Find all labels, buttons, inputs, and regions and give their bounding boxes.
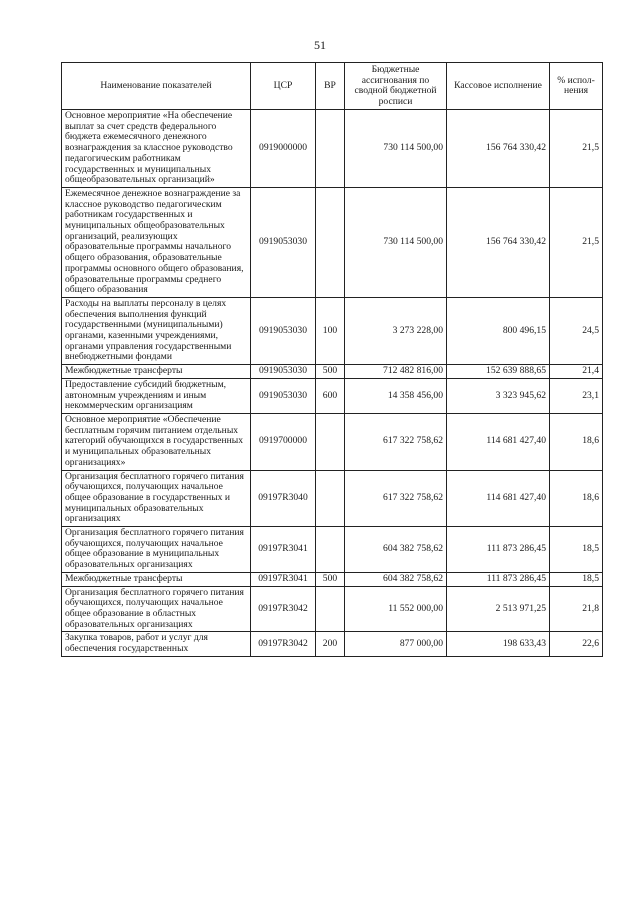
row-assignments: 3 273 228,00 bbox=[345, 297, 447, 364]
row-csr: 0919053030 bbox=[251, 187, 316, 297]
page-number: 51 bbox=[314, 38, 326, 52]
row-csr: 09197R3041 bbox=[251, 572, 316, 586]
row-cash: 156 764 330,42 bbox=[447, 187, 550, 297]
table-row bbox=[62, 413, 603, 470]
row-name: Организация бесплатного горячего питания обучающихся, получающих начальное общее образование в государственных и муниципальных образовательных организациях bbox=[62, 470, 251, 527]
row-percent: 18,5 bbox=[550, 572, 603, 586]
budget-execution-table bbox=[61, 62, 603, 657]
row-vr: 100 bbox=[316, 297, 345, 364]
row-assignments: 604 382 758,62 bbox=[345, 572, 447, 586]
row-name: Межбюджетные трансферты bbox=[62, 572, 251, 586]
table-row bbox=[62, 110, 603, 188]
row-percent: 18,5 bbox=[550, 527, 603, 573]
row-csr: 0919700000 bbox=[251, 413, 316, 470]
row-name: Организация бесплатного горячего питания обучающихся, получающих начальное общее образование в муниципальных образовательных организациях bbox=[62, 527, 251, 573]
row-cash: 114 681 427,40 bbox=[447, 413, 550, 470]
row-cash: 198 633,43 bbox=[447, 632, 550, 656]
table-row bbox=[62, 572, 603, 586]
row-cash: 800 496,15 bbox=[447, 297, 550, 364]
row-vr: 500 bbox=[316, 572, 345, 586]
row-assignments: 730 114 500,00 bbox=[345, 110, 447, 188]
row-name: Организация бесплатного горячего питания обучающихся, получающих начальное общее образование в областных образовательных организациях bbox=[62, 586, 251, 632]
header-csr: ЦСР bbox=[251, 63, 316, 110]
row-percent: 21,5 bbox=[550, 187, 603, 297]
row-assignments: 11 552 000,00 bbox=[345, 586, 447, 632]
row-percent: 21,4 bbox=[550, 365, 603, 379]
row-assignments: 730 114 500,00 bbox=[345, 187, 447, 297]
row-name: Основное мероприятие «Обеспечение бесплатным горячим питанием отдельных категорий обучающихся в государственных и муниципальных образовательных организациях» bbox=[62, 413, 251, 470]
header-cash: Кассовое исполнение bbox=[447, 63, 550, 110]
row-vr: 500 bbox=[316, 365, 345, 379]
header-name: Наименование показателей bbox=[62, 63, 251, 110]
row-csr: 09197R3042 bbox=[251, 632, 316, 656]
table-row bbox=[62, 470, 603, 527]
row-assignments: 617 322 758,62 bbox=[345, 413, 447, 470]
row-cash: 111 873 286,45 bbox=[447, 527, 550, 573]
row-name: Расходы на выплаты персоналу в целях обеспечения выполнения функций государственными (муниципальными) органами, казенными учреждениями, органами управления государственными внебюджетными фондами bbox=[62, 297, 251, 364]
row-vr: 600 bbox=[316, 378, 345, 413]
row-csr: 0919053030 bbox=[251, 365, 316, 379]
row-percent: 24,5 bbox=[550, 297, 603, 364]
row-assignments: 712 482 816,00 bbox=[345, 365, 447, 379]
row-vr bbox=[316, 413, 345, 470]
row-name: Ежемесячное денежное вознаграждение за классное руководство педагогическим работникам государственных и муниципальных общеобразовательных организаций, реализующих образовательные программы начального общего образования, образовательные программы основного общего образования, образовательные программы среднего общего образования bbox=[62, 187, 251, 297]
row-csr: 09197R3040 bbox=[251, 470, 316, 527]
row-csr: 0919053030 bbox=[251, 297, 316, 364]
row-cash: 114 681 427,40 bbox=[447, 470, 550, 527]
table-row bbox=[62, 378, 603, 413]
row-assignments: 617 322 758,62 bbox=[345, 470, 447, 527]
row-name: Межбюджетные трансферты bbox=[62, 365, 251, 379]
row-name: Основное мероприятие «На обеспечение выплат за счет средств федерального бюджета ежемесячного денежного вознаграждения за классное руководство педагогическим работникам государственных и муниципальных общеобразовательных организаций» bbox=[62, 110, 251, 188]
table-row bbox=[62, 187, 603, 297]
row-cash: 111 873 286,45 bbox=[447, 572, 550, 586]
row-cash: 3 323 945,62 bbox=[447, 378, 550, 413]
row-percent: 21,5 bbox=[550, 110, 603, 188]
row-vr bbox=[316, 187, 345, 297]
header-vr: ВР bbox=[316, 63, 345, 110]
row-csr: 09197R3042 bbox=[251, 586, 316, 632]
table-row bbox=[62, 527, 603, 573]
table-row bbox=[62, 365, 603, 379]
row-csr: 0919053030 bbox=[251, 378, 316, 413]
row-cash: 152 639 888,65 bbox=[447, 365, 550, 379]
table-row bbox=[62, 586, 603, 632]
row-vr bbox=[316, 110, 345, 188]
row-assignments: 14 358 456,00 bbox=[345, 378, 447, 413]
row-percent: 18,6 bbox=[550, 413, 603, 470]
table-row bbox=[62, 632, 603, 656]
row-vr bbox=[316, 586, 345, 632]
header-assignments: Бюджетные ассигнования по сводной бюджетной росписи bbox=[345, 63, 447, 110]
row-percent: 21,8 bbox=[550, 586, 603, 632]
table-header-row bbox=[62, 63, 603, 110]
row-name: Предоставление субсидий бюджетным, автономным учреждениям и иным некоммерческим организациям bbox=[62, 378, 251, 413]
row-assignments: 877 000,00 bbox=[345, 632, 447, 656]
row-assignments: 604 382 758,62 bbox=[345, 527, 447, 573]
row-vr: 200 bbox=[316, 632, 345, 656]
row-cash: 2 513 971,25 bbox=[447, 586, 550, 632]
row-vr bbox=[316, 470, 345, 527]
row-percent: 22,6 bbox=[550, 632, 603, 656]
row-cash: 156 764 330,42 bbox=[447, 110, 550, 188]
row-csr: 0919000000 bbox=[251, 110, 316, 188]
row-name: Закупка товаров, работ и услуг для обеспечения государственных bbox=[62, 632, 251, 656]
row-vr bbox=[316, 527, 345, 573]
row-percent: 23,1 bbox=[550, 378, 603, 413]
row-percent: 18,6 bbox=[550, 470, 603, 527]
row-csr: 09197R3041 bbox=[251, 527, 316, 573]
table-row bbox=[62, 297, 603, 364]
header-percent: % испол-нения bbox=[550, 63, 603, 110]
